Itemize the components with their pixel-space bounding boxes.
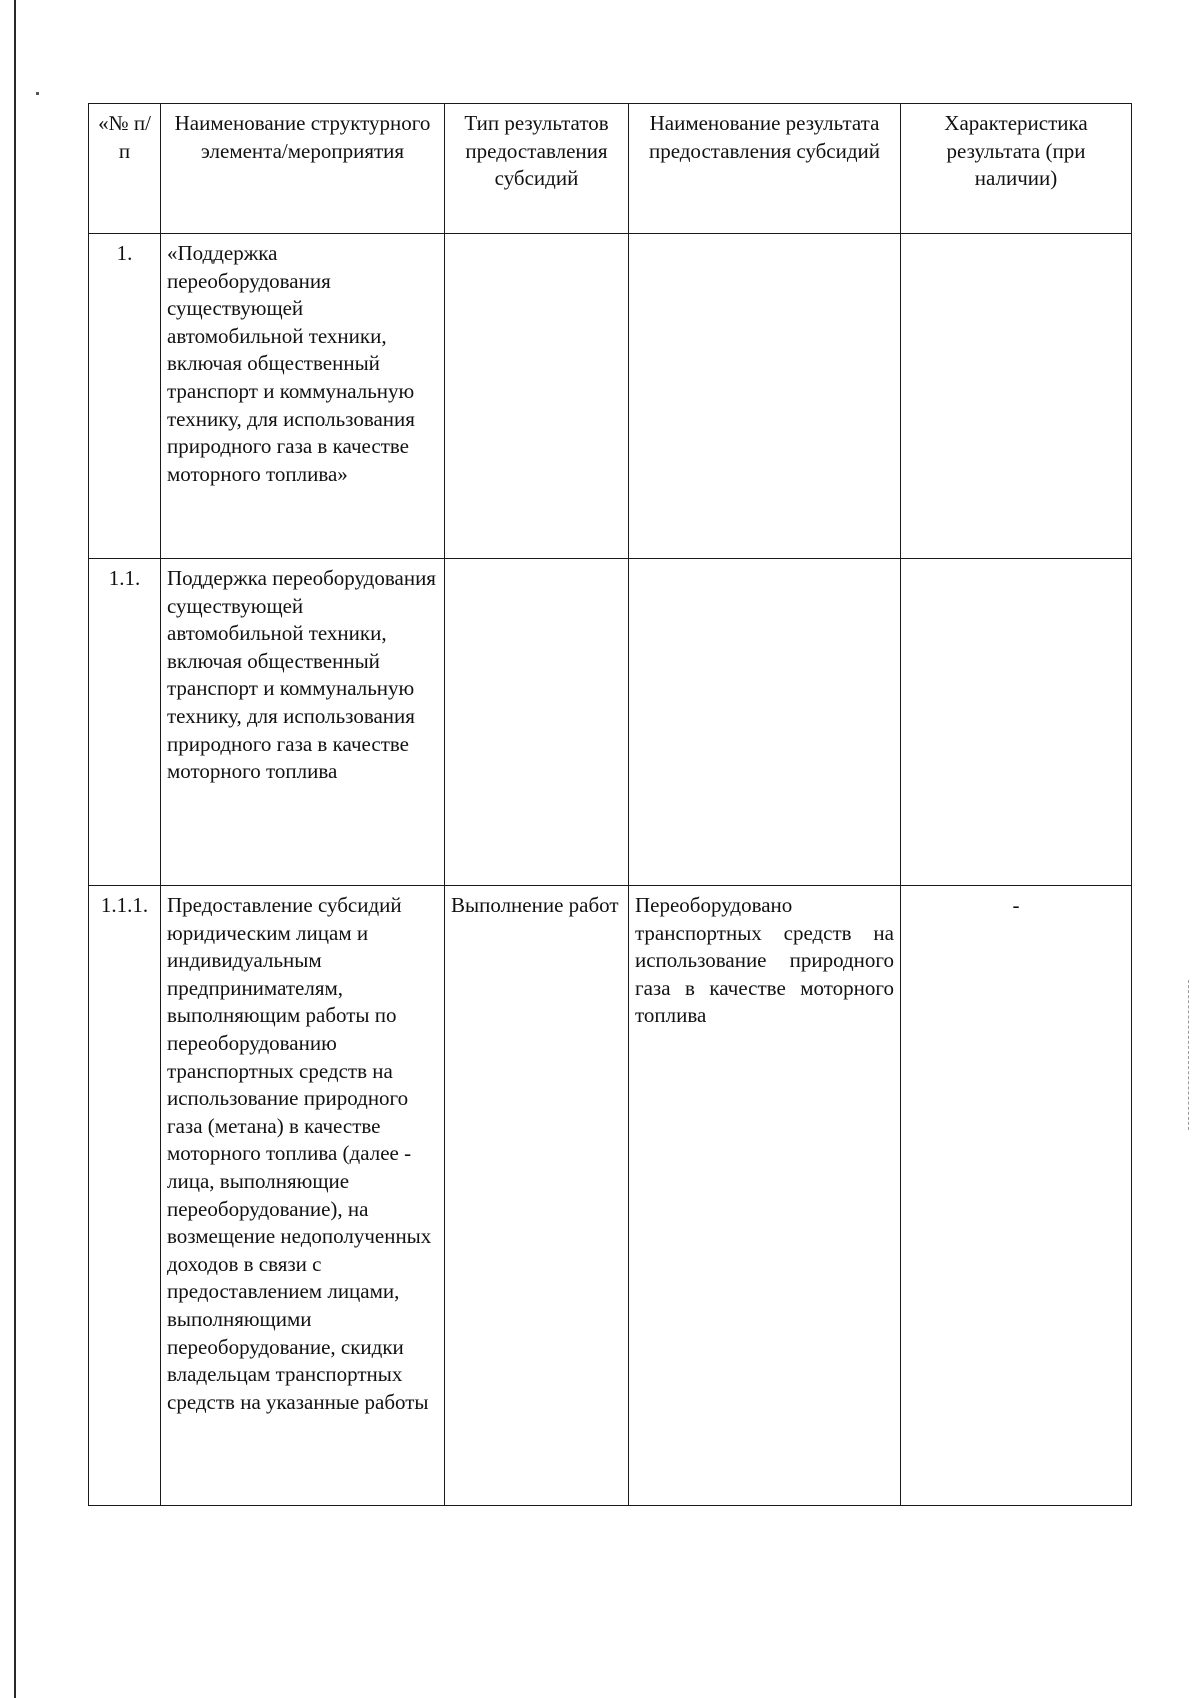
table-header-row [89,104,1132,234]
row-element-name: Предоставление субсидий юридическим лицам и индивидуальным предпринимателям, выполняющим работы по переоборудованию транспортных средств на использование природного газа (метана) в качестве моторного топлива (далее - лица, выполняющие переоборудование), на возмещение недополученных доходов в связи с предоставлением лицами, выполняющими переоборудование, скидки владельцам транспортных средств на указанные работы [161,886,445,1506]
row-result-type [445,559,629,886]
row-num: 1.1. [89,559,161,886]
row-result-name [629,559,901,886]
row-result-characteristic [901,559,1132,886]
table-row [89,234,1132,559]
table-row [89,886,1132,1506]
row-result-type [445,234,629,559]
row-result-name [629,234,901,559]
table-row [89,559,1132,886]
header-result-name: Наименование результата предоставления субсидий [629,104,901,234]
header-result-type: Тип результатов предоставления субсидий [445,104,629,234]
scan-speck [36,92,39,95]
header-num: «№ п/п [89,104,161,234]
row-element-name: «Поддержка переоборудования существующей автомобильной техники, включая общественный транспорт и коммунальную технику, для использования природного газа в качестве моторного топлива» [161,234,445,559]
page-edge [14,0,16,1698]
header-result-characteristic: Характеристика результата (при наличии) [901,104,1132,234]
row-element-name: Поддержка переоборудования существующей автомобильной техники, включая общественный транспорт и коммунальную технику, для использования природного газа в качестве моторного топлива [161,559,445,886]
row-result-name: Переоборудовано транспортных средств на использование природного газа в качестве моторного топлива [629,886,901,1506]
row-result-characteristic [901,234,1132,559]
row-result-characteristic: - [901,886,1132,1506]
row-result-type: Выполнение работ [445,886,629,1506]
row-num: 1. [89,234,161,559]
header-element-name: Наименование структурного элемента/мероприятия [161,104,445,234]
row-num: 1.1.1. [89,886,161,1506]
scan-marks [1188,980,1190,1130]
results-table [88,103,1132,1506]
